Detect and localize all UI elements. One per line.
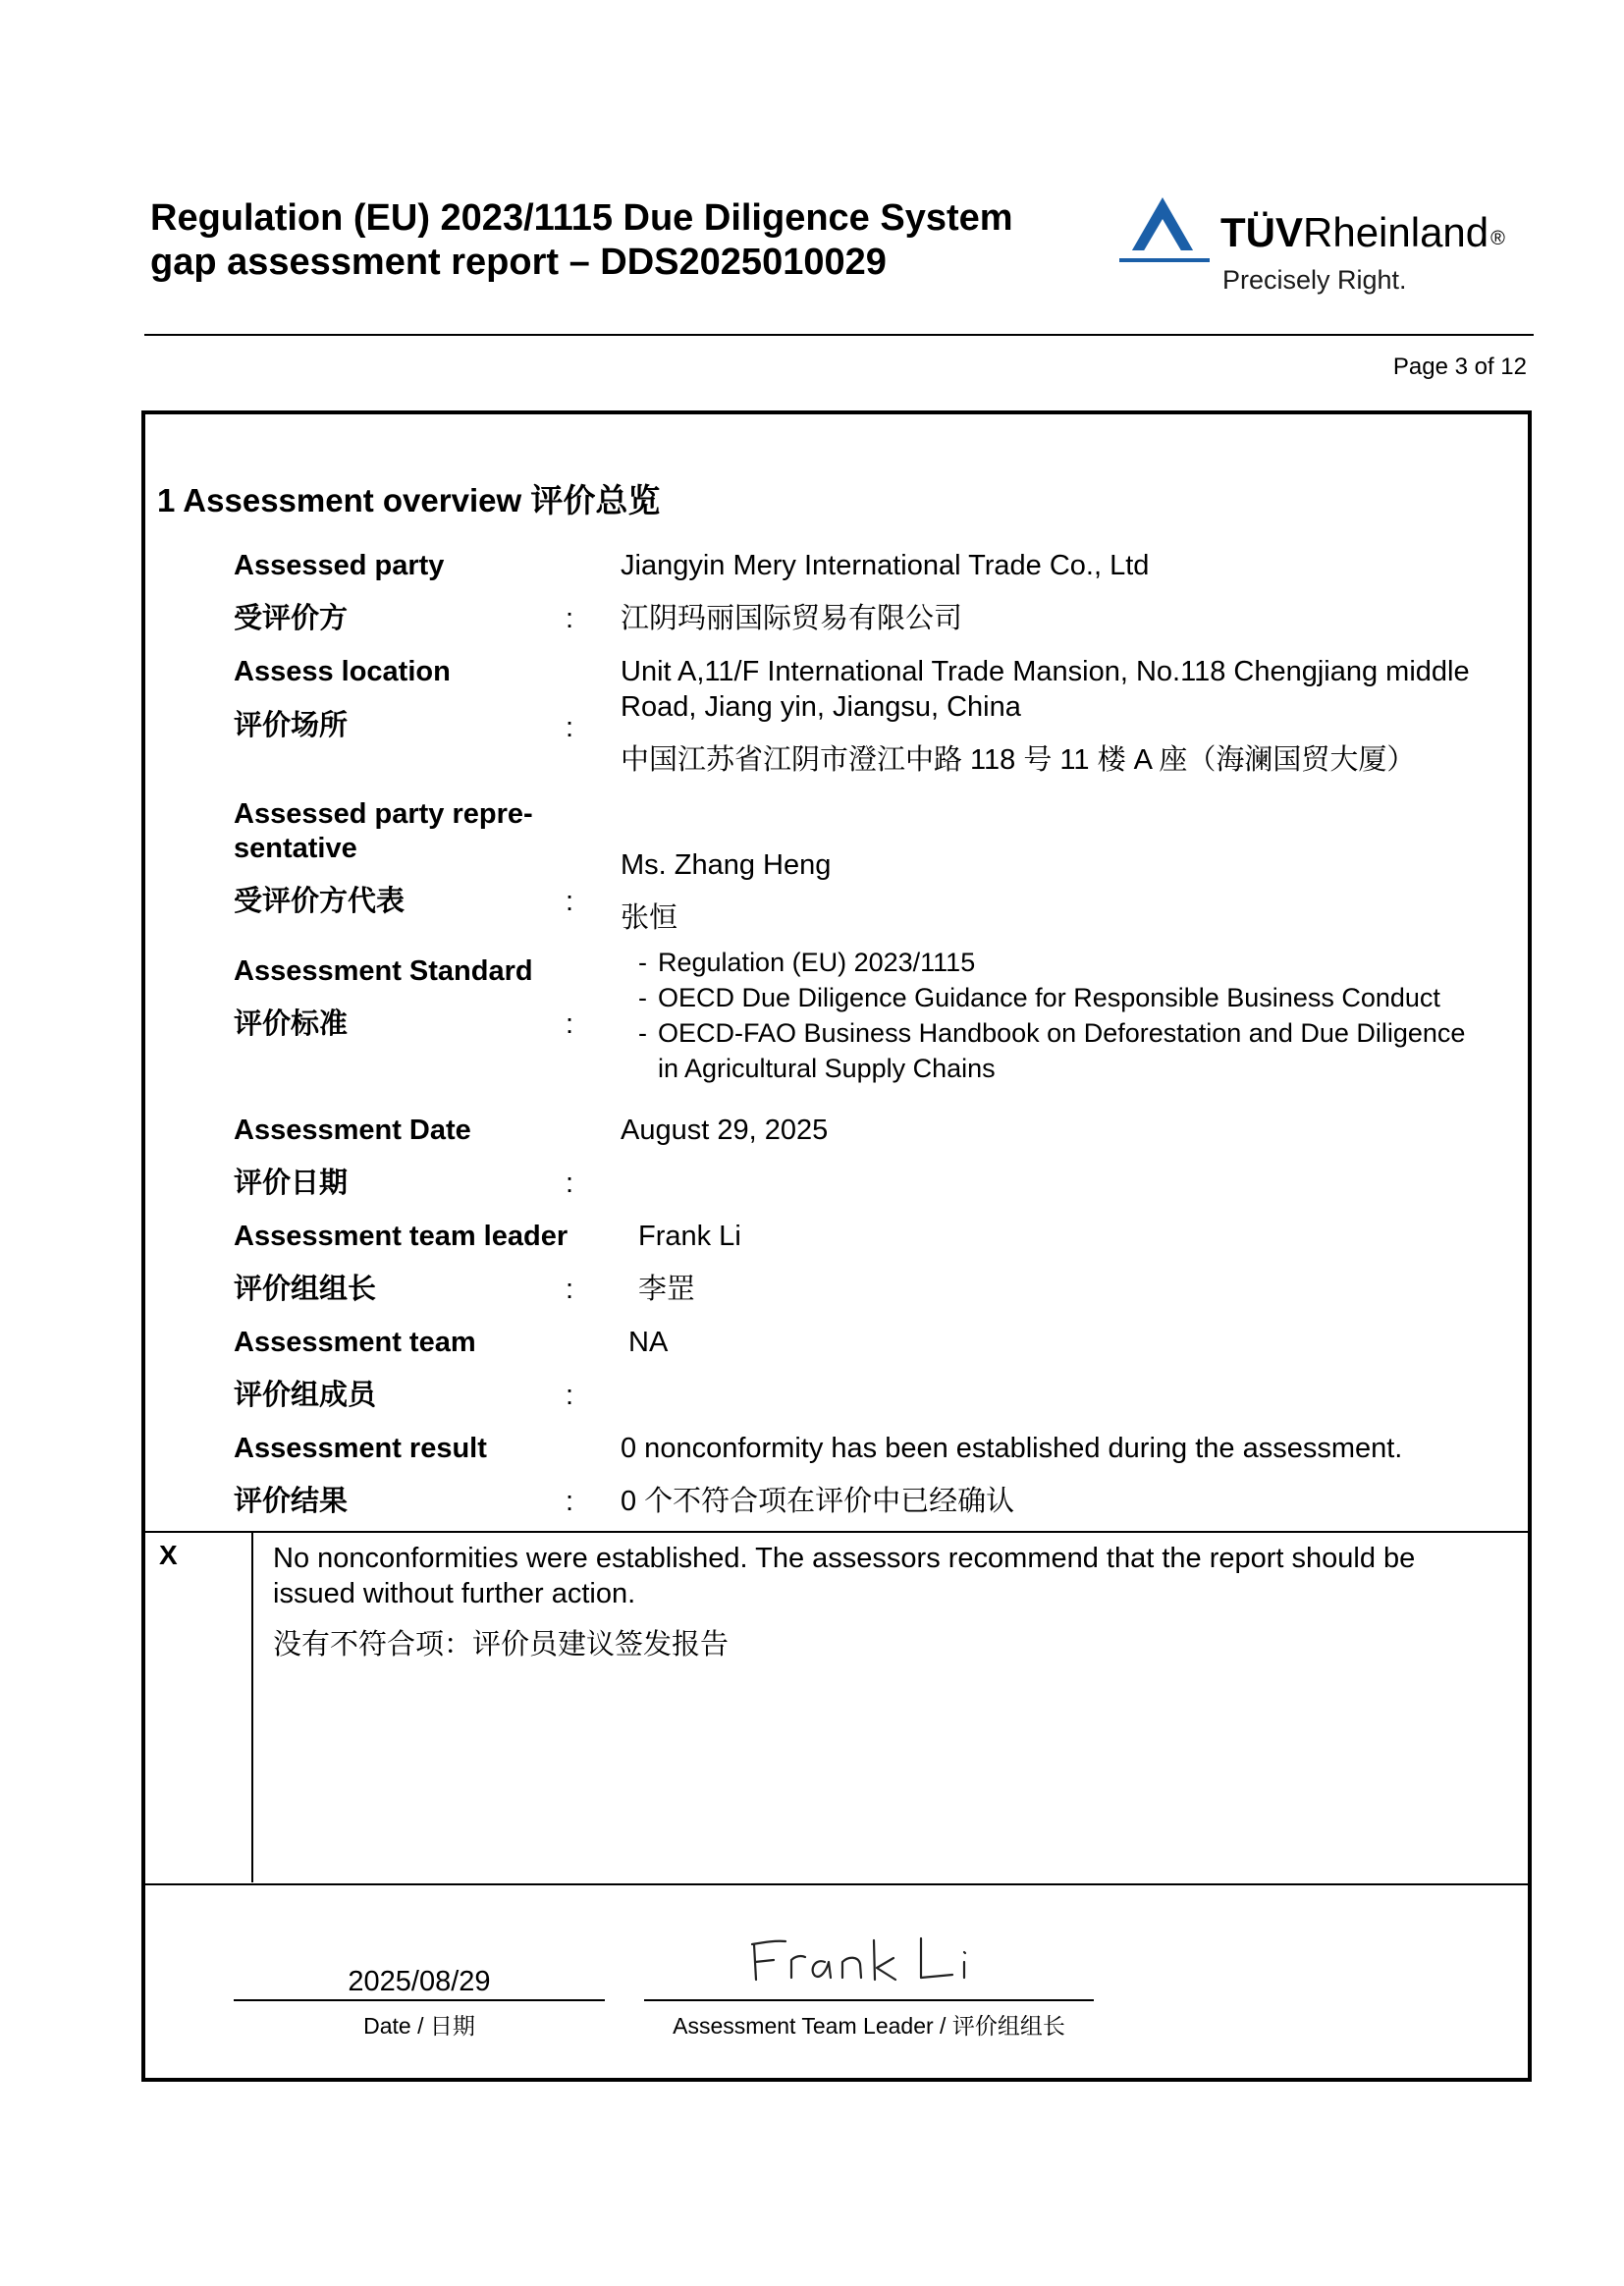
- brand-name: [1220, 208, 1505, 257]
- brand-tuv: TÜV: [1220, 209, 1303, 255]
- leader-value-cn: 李罡: [638, 1274, 696, 1305]
- date-label-en: Assessment Date: [234, 1115, 471, 1146]
- standard-colon: :: [566, 1008, 574, 1040]
- party-value-cn: 江阴玛丽国际贸易有限公司: [621, 603, 963, 634]
- header-divider: [144, 334, 1534, 336]
- result-value-cn: 0 个不符合项在评价中已经确认: [621, 1486, 1015, 1517]
- rep-label-en-2: sentative: [234, 833, 357, 864]
- location-value-en-1: Unit A,11/F International Trade Mansion, No.118 Chengjiang middle: [621, 656, 1470, 687]
- party-label-cn: 受评价方: [234, 603, 349, 634]
- standard-item-continuation: in Agricultural Supply Chains: [658, 1054, 996, 1083]
- frank-li-signature: [746, 1923, 982, 1991]
- location-value-cn: 中国江苏省江阴市澄江中路 118 号 11 楼 A 座（海澜国贸大厦）: [621, 744, 1416, 776]
- report-title-line2: gap assessment report – DDS2025010029: [150, 242, 887, 283]
- standard-label-cn: 评价标准: [234, 1008, 349, 1040]
- brand-rheinland: Rheinland: [1303, 209, 1489, 255]
- party-label-en: Assessed party: [234, 550, 445, 581]
- registered-mark: ®: [1490, 228, 1505, 249]
- date-label-cn: 评价日期: [234, 1168, 349, 1199]
- conclusion-text-cn: 没有不符合项：评价员建议签发报告: [273, 1629, 730, 1660]
- rep-colon: :: [566, 886, 574, 917]
- standard-item: - OECD Due Diligence Guidance for Responsible Business Conduct: [638, 983, 1440, 1012]
- leader-value-en: Frank Li: [638, 1221, 741, 1252]
- selected-mark: X: [159, 1540, 178, 1570]
- result-label-cn: 评价结果: [234, 1486, 349, 1517]
- conclusion-text-en: No nonconformities were established. The assessors recommend that the report should be issued without further action.: [273, 1543, 1416, 1609]
- date-signature-line: [234, 1999, 605, 2001]
- result-colon: :: [566, 1486, 574, 1517]
- party-colon: :: [566, 603, 574, 634]
- rep-label-cn: 受评价方代表: [234, 886, 406, 917]
- party-value-en: Jiangyin Mery International Trade Co., Ltd: [621, 550, 1150, 581]
- team-value: NA: [628, 1327, 669, 1358]
- location-label-cn: 评价场所: [234, 710, 349, 741]
- triangle-logo-icon: [1119, 197, 1210, 262]
- leader-label-cn: 评价组组长: [234, 1274, 377, 1305]
- brand-slogan: Precisely Right.: [1222, 265, 1407, 295]
- page-number: Page 3 of 12: [1392, 354, 1527, 380]
- signoff-leader-label: Assessment Team Leader / 评价组组长: [673, 2013, 1065, 2039]
- box-divider-top: [145, 1531, 1528, 1533]
- mark-column-divider: [251, 1533, 253, 1882]
- rep-value-cn: 张恒: [621, 902, 678, 934]
- result-value-en: 0 nonconformity has been established during the assessment.: [621, 1433, 1403, 1464]
- leader-colon: :: [566, 1274, 574, 1305]
- leader-signature-line: [644, 1999, 1094, 2001]
- signoff-date-value: 2025/08/29: [348, 1966, 491, 1997]
- section-title: 1 Assessment overview 评价总览: [157, 482, 661, 518]
- standard-label-en: Assessment Standard: [234, 955, 533, 987]
- date-colon: :: [566, 1168, 574, 1199]
- team-colon: :: [566, 1380, 574, 1411]
- location-label-en: Assess location: [234, 656, 451, 687]
- location-colon: :: [566, 712, 574, 743]
- location-value-en-2: Road, Jiang yin, Jiangsu, China: [621, 691, 1021, 723]
- team-label-cn: 评价组成员: [234, 1380, 377, 1411]
- rep-label-en-1: Assessed party repre-: [234, 798, 533, 830]
- team-label-en: Assessment team: [234, 1327, 476, 1358]
- report-title-line1: Regulation (EU) 2023/1115 Due Diligence System: [150, 197, 1013, 239]
- standard-item: - Regulation (EU) 2023/1115: [638, 948, 976, 977]
- leader-label-en: Assessment team leader: [234, 1221, 568, 1252]
- rep-value-en: Ms. Zhang Heng: [621, 849, 832, 881]
- standard-item: - OECD-FAO Business Handbook on Deforestation and Due Diligence: [638, 1018, 1466, 1048]
- box-divider-bottom: [145, 1883, 1528, 1885]
- signoff-date-label: Date / 日期: [363, 2013, 475, 2039]
- date-value: August 29, 2025: [621, 1115, 829, 1146]
- report-title: [150, 196, 1013, 285]
- result-label-en: Assessment result: [234, 1433, 487, 1464]
